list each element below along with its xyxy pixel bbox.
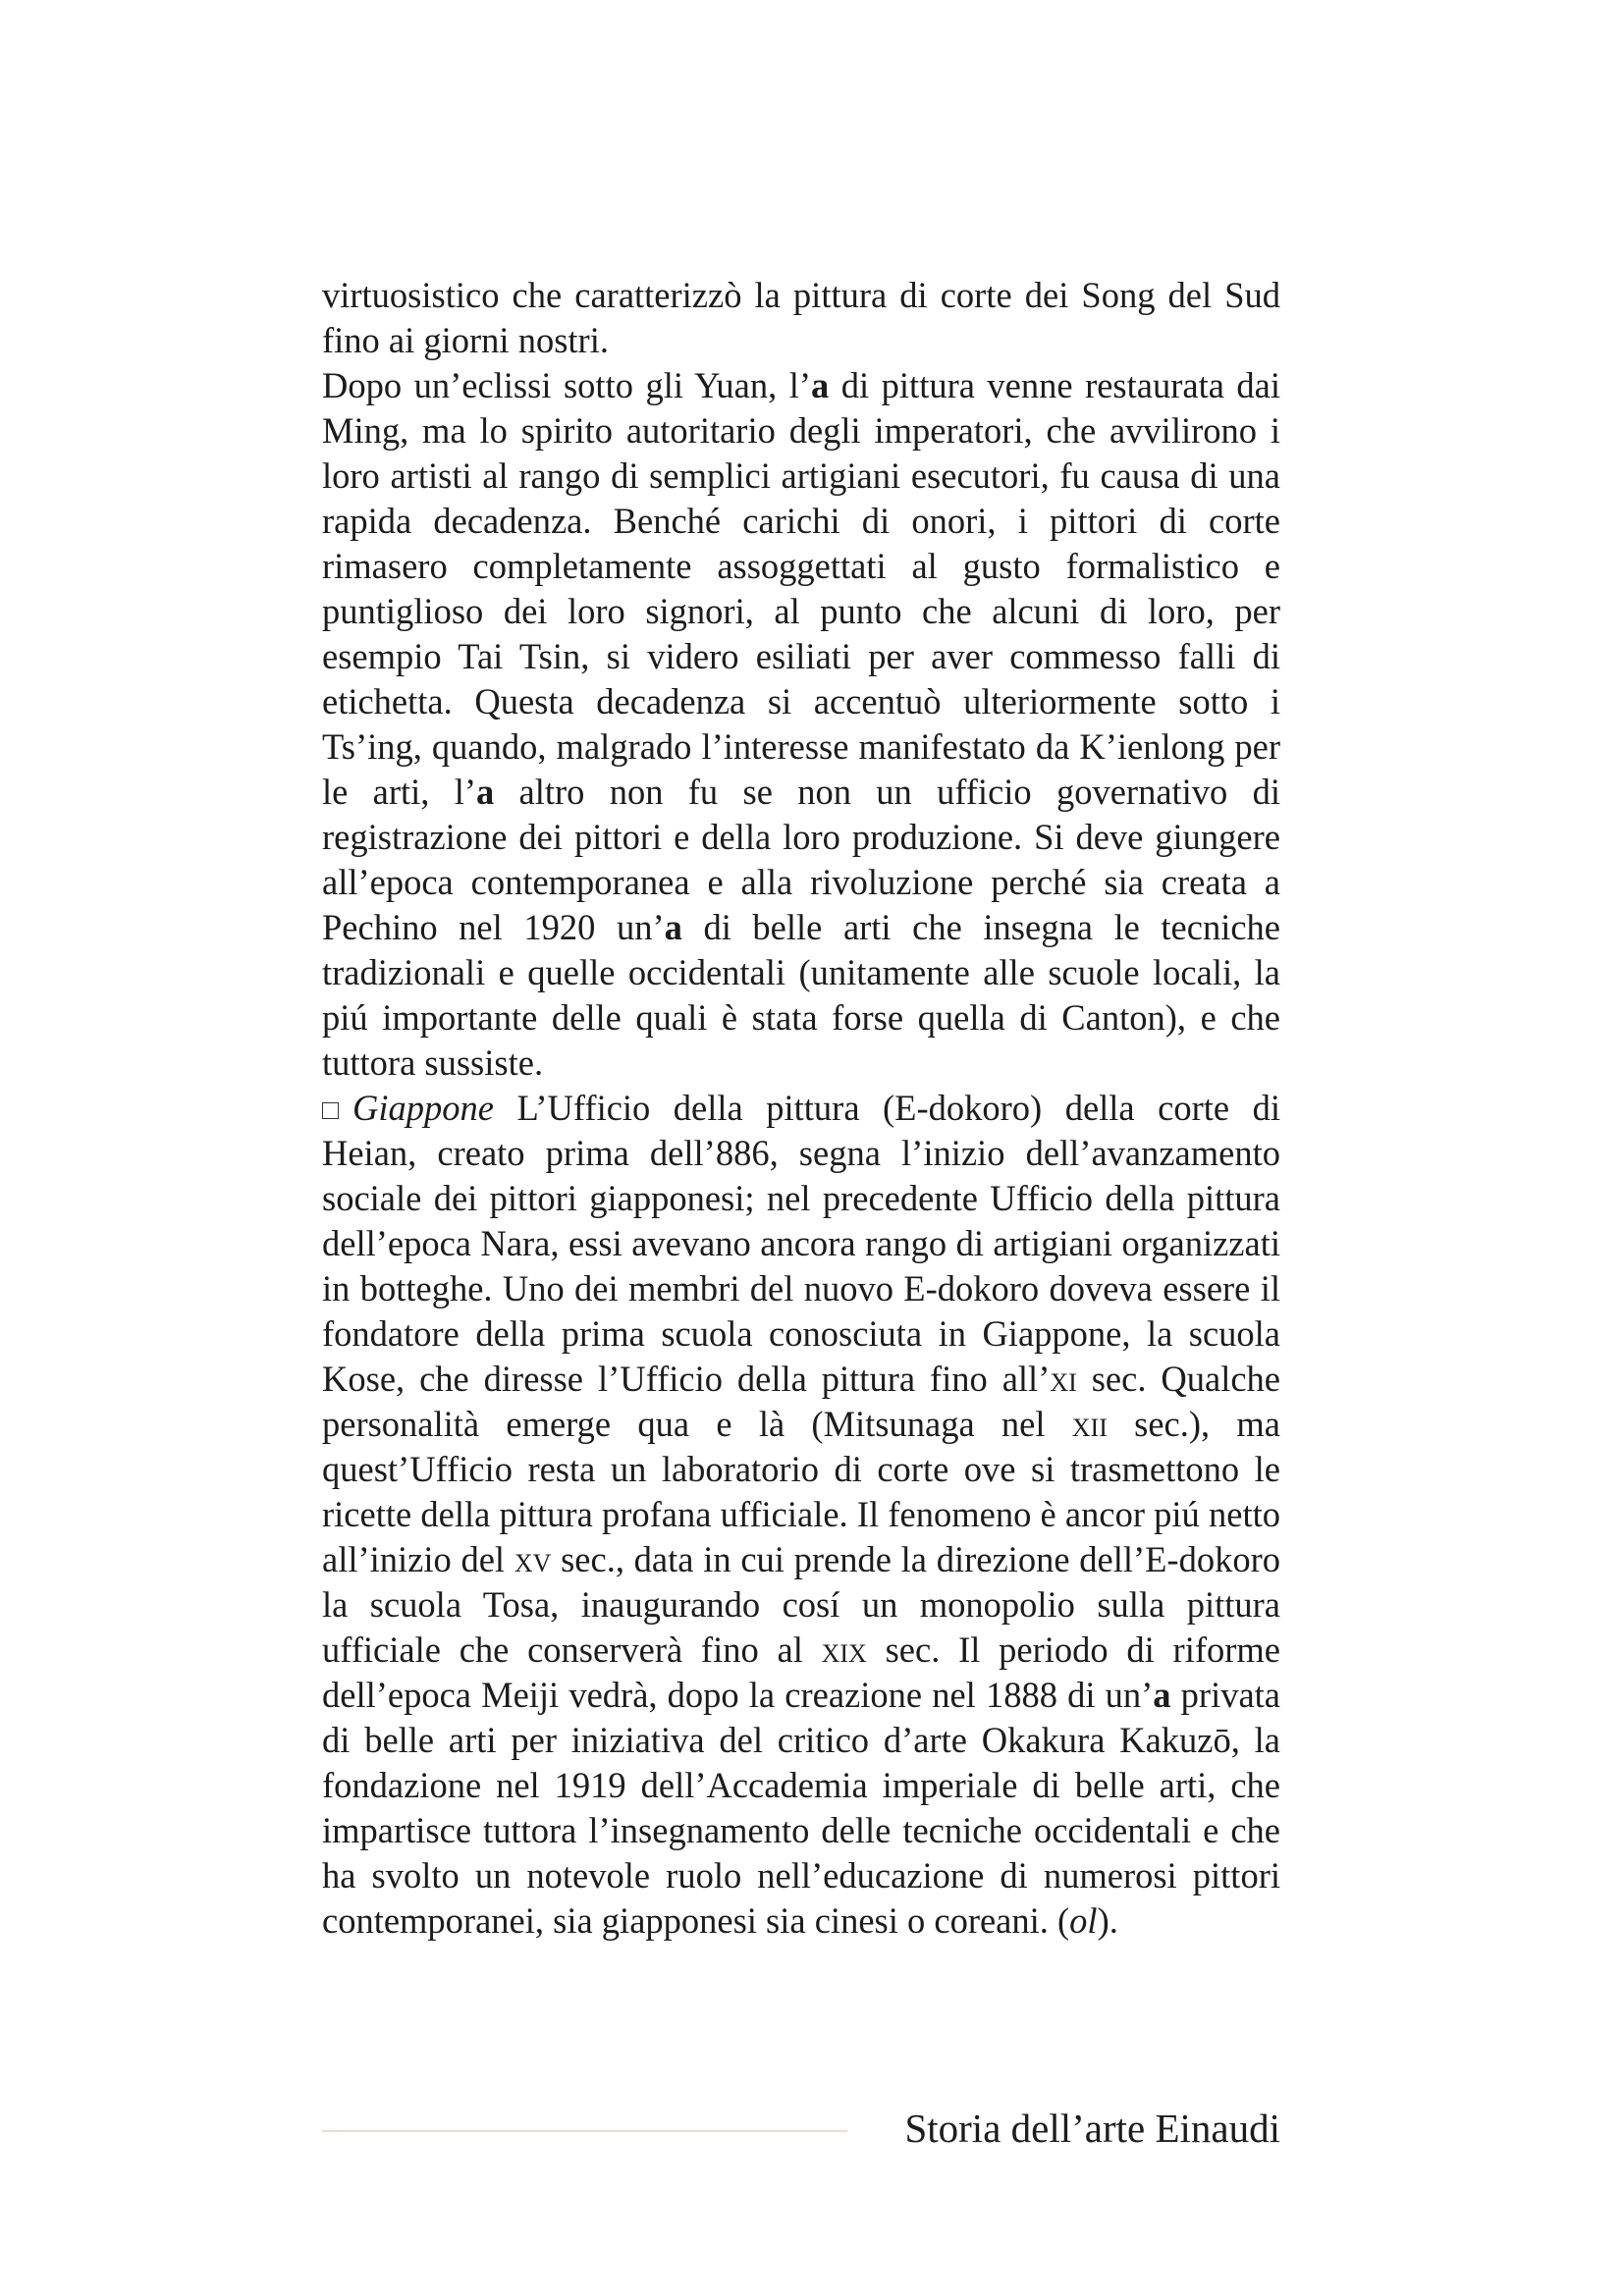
checkbox-square-icon	[322, 1102, 339, 1119]
century-numeral: xix	[821, 1629, 867, 1670]
text-run: L’Ufficio della pittura (E-dokoro) della corte di Heian, creato prima dell’	[322, 1088, 1280, 1173]
text-run: un’	[595, 907, 665, 947]
text-run: di un’	[1056, 1675, 1154, 1715]
text-run: dell’Accademia imperiale di belle arti, che impartisce tuttora l’insegnamento delle tecniche occidentali e che ha svolto un notevole ruolo nell’educazione di numerosi pittori contemporanei, sia giapponesi sia cinesi o coreani. (	[322, 1765, 1280, 1941]
text-run: Dopo un’eclissi sotto gli Yuan, l’	[322, 365, 812, 405]
paragraph-china-academy	[322, 363, 1280, 1086]
text-run: sec. Il periodo di riforme dell’epoca Meiji vedrà, dopo la creazione nel	[322, 1629, 1281, 1715]
text-run: sec. Qualche personalità emerge qua e là (Mitsunaga nel	[322, 1359, 1280, 1444]
year: 1920	[523, 907, 596, 947]
entry-abbreviation: a	[664, 907, 682, 947]
text-run: di pittura venne restaurata dai Ming, ma lo spirito autoritario degli imperatori, che avvilirono i loro artisti al rango di semplici artigiani esecutori, fu causa di una rapida decadenza. Benché carichi di onori, i pittori di corte rimasero completamente assoggettati al gusto formalistico e puntiglioso dei loro signori, al punto che alcuni di loro, per esempio Tai Tsin, si videro esiliati per aver commesso falli di etichetta. Questa decadenza si accentuò ulteriormente sotto i Ts’ing, quando, malgrado l’interesse manifestato da K’ienlong per le arti, l’	[322, 365, 1280, 812]
author-initials: ol	[1069, 1900, 1098, 1941]
text-run: di belle arti che insegna le tecniche tradizionali e quelle occidentali (unitamente alle scuole locali, la piú importante delle quali è stata forse quella di Canton), e che tuttora sussiste.	[322, 907, 1280, 1083]
paragraph-japan-section	[322, 1086, 1280, 1944]
page-footer	[322, 2099, 1280, 2158]
entry-abbreviation: a	[811, 365, 830, 405]
text-run: altro non fu se non un ufficio governativo di registrazione dei pittori e della loro produzione. Si deve giungere all’epoca contemporanea e alla rivoluzione perché sia creata a Pechino nel	[322, 772, 1280, 947]
text-run: ).	[1097, 1900, 1118, 1941]
year: 1919	[554, 1765, 626, 1805]
entry-abbreviation: a	[1153, 1675, 1171, 1715]
year: 886	[715, 1133, 770, 1173]
year: 1888	[985, 1675, 1057, 1715]
entry-abbreviation: a	[476, 772, 495, 812]
text-run: , segna l’inizio dell’avanzamento sociale dei pittori giapponesi; nel precedente Ufficio della pittura dell’epoca Nara, essi avevano ancora rango di artigiani organizzati in botteghe. Uno dei membri del nuovo E-dokoro doveva essere il fondatore della prima scuola conosciuta in Giappone, la scuola Kose, che diresse l’Ufficio della pittura fino all’	[322, 1133, 1280, 1399]
century-numeral: xi	[1050, 1359, 1077, 1399]
section-heading: Giappone	[352, 1088, 494, 1128]
text-run: sec., data in cui prende la direzione dell’E-dokoro la scuola Tosa, inaugurando cosí un monopolio sulla pittura ufficiale che conserverà fino al	[322, 1539, 1280, 1670]
footer-divider	[322, 2130, 847, 2132]
footer-publication-title: Storia dell’arte Einaudi	[904, 2106, 1280, 2151]
paragraph-continuation: virtuosistico che caratterizzò la pittura di corte dei Song del Sud fino ai giorni nostri.	[322, 275, 1280, 360]
text-run: sec.), ma quest’Ufficio resta un laboratorio di corte ove si trasmettono le ricette della pittura profana ufficiale. Il fenomeno è ancor piú netto all’inizio del	[322, 1404, 1280, 1579]
century-numeral: xv	[514, 1539, 552, 1579]
text-run: privata di belle arti per iniziativa del critico d’arte Okakura Kakuzō, la fondazione nel	[322, 1675, 1281, 1805]
century-numeral: xii	[1071, 1404, 1108, 1444]
article-body	[322, 273, 1280, 1944]
